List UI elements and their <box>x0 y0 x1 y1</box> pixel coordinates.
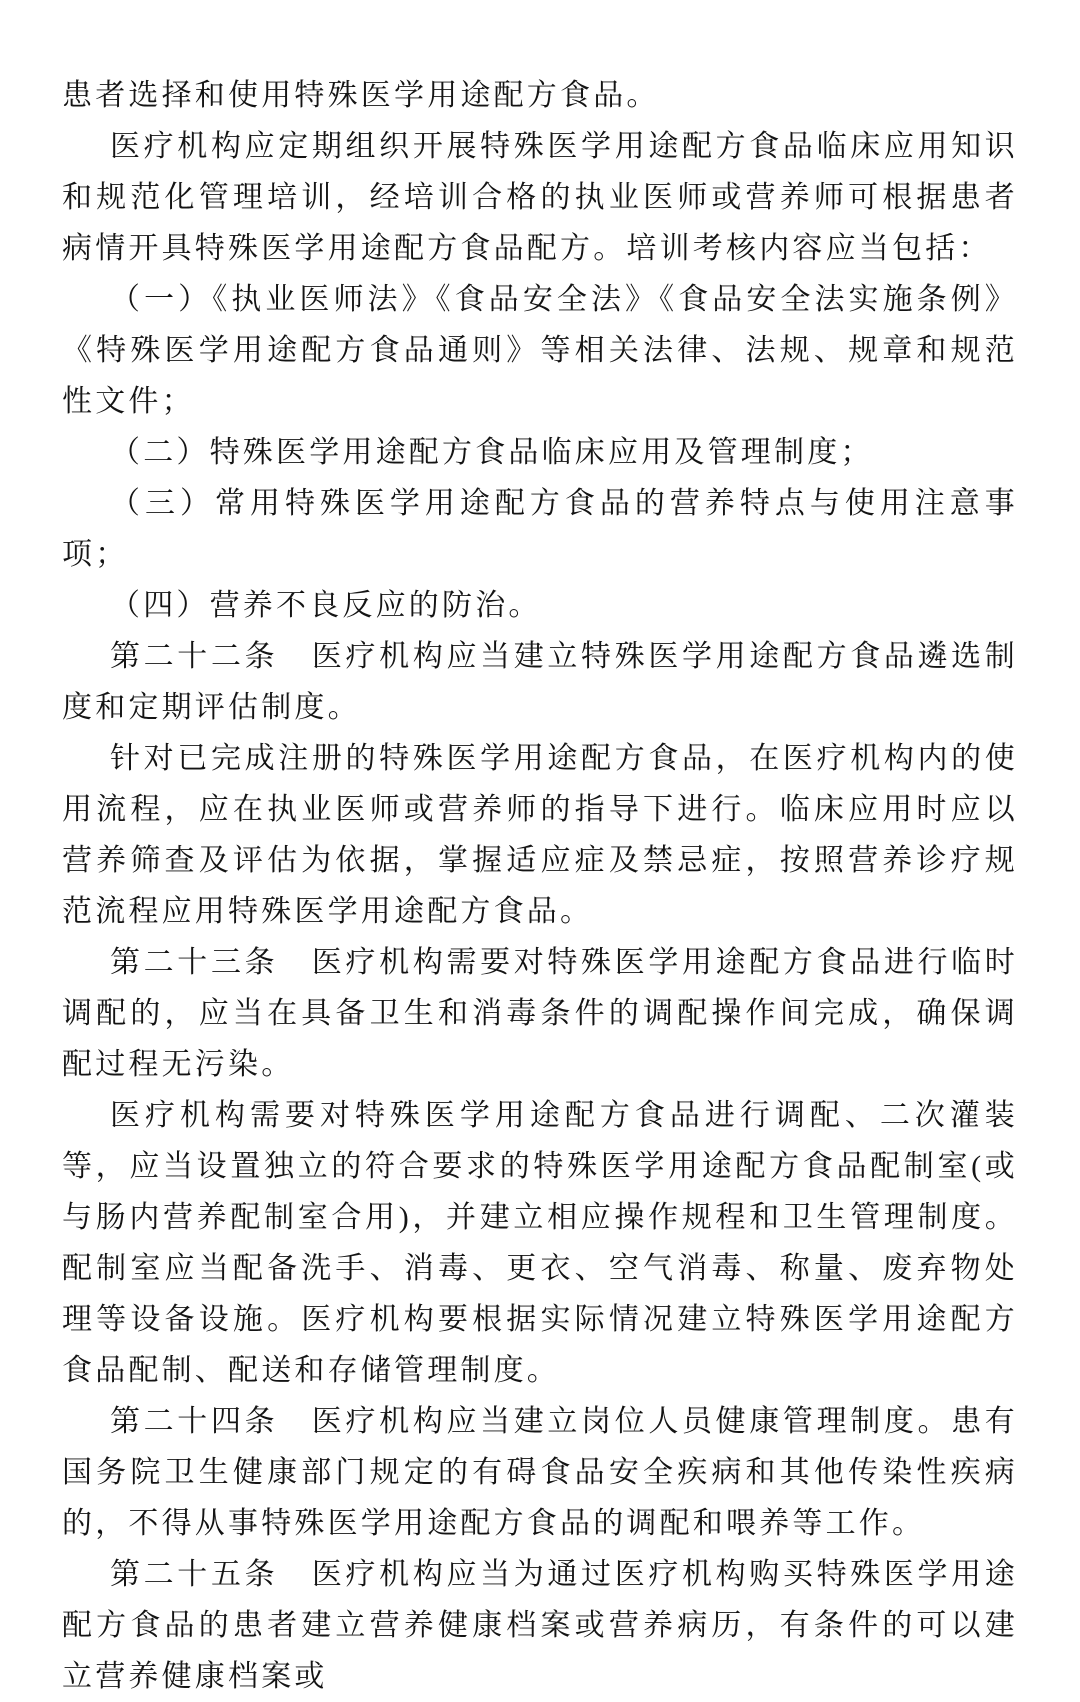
paragraph-training: 医疗机构应定期组织开展特殊医学用途配方食品临床应用知识和规范化管理培训，经培训合格的执业医师或营养师可根据患者病情开具特殊医学用途配方食品配方。培训考核内容应当包括： <box>62 130 1018 265</box>
article-22-paragraph-2: 针对已完成注册的特殊医学用途配方食品，在医疗机构内的使用流程，应在执业医师或营养师的指导下进行。临床应用时应以营养筛查及评估为依据，掌握适应症及禁忌症，按照营养诊疗规范流程应用特殊医学用途配方食品。 <box>62 742 1018 928</box>
article-25: 第二十五条 医疗机构应当为通过医疗机构购买特殊医学用途配方食品的患者建立营养健康档案或营养病历，有条件的可以建立营养健康档案或 <box>62 1558 1018 1693</box>
document-body <box>62 70 1018 1702</box>
article-24: 第二十四条 医疗机构应当建立岗位人员健康管理制度。患有国务院卫生健康部门规定的有碍食品安全疾病和其他传染性疾病的，不得从事特殊医学用途配方食品的调配和喂养等工作。 <box>62 1405 1018 1540</box>
article-23-paragraph-2: 医疗机构需要对特殊医学用途配方食品进行调配、二次灌装等，应当设置独立的符合要求的特殊医学用途配方食品配制室(或与肠内营养配制室合用)，并建立相应操作规程和卫生管理制度。配制室应当配备洗手、消毒、更衣、空气消毒、称量、废弃物处理等设备设施。医疗机构要根据实际情况建立特殊医学用途配方食品配制、配送和存储管理制度。 <box>62 1099 1018 1387</box>
article-22: 第二十二条 医疗机构应当建立特殊医学用途配方食品遴选制度和定期评估制度。 <box>62 640 1018 724</box>
list-item-3: （三）常用特殊医学用途配方食品的营养特点与使用注意事项； <box>62 487 1018 571</box>
list-item-4: （四）营养不良反应的防治。 <box>110 589 542 622</box>
list-item-1: （一）《执业医师法》《食品安全法》《食品安全法实施条例》《特殊医学用途配方食品通则》等相关法律、法规、规章和规范性文件； <box>62 283 1018 418</box>
paragraph-continued-from-previous-page: 患者选择和使用特殊医学用途配方食品。 <box>62 79 660 112</box>
list-item-2: （二）特殊医学用途配方食品临床应用及管理制度； <box>110 436 874 469</box>
article-23: 第二十三条 医疗机构需要对特殊医学用途配方食品进行临时调配的，应当在具备卫生和消毒条件的调配操作间完成，确保调配过程无污染。 <box>62 946 1018 1081</box>
